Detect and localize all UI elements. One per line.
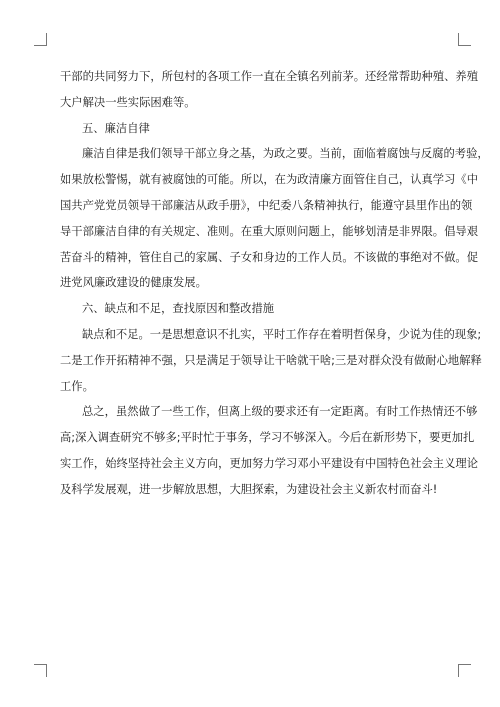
text-line: 大户解决一些实际困难等。 <box>60 95 196 109</box>
text-line: 及科学发展观，进一步解放思想，大胆探索，为建设社会主义新农村而奋斗! <box>60 482 438 496</box>
text-line: 干部的共同努力下，所包村的各项工作一直在全镇名列前茅。还经常帮助种殖、养殖 <box>60 70 478 83</box>
section-heading: 五、廉洁自律 <box>82 121 150 135</box>
text-line: 总之，虽然做了一些工作，但离上级的要求还有一定距离。有时工作热情还不够 <box>82 405 478 419</box>
text-line: 高;深入调查研究不够多;平时忙于事务，学习不够深入。今后在新形势下，要更加扎 <box>60 431 475 445</box>
text-line: 缺点和不足。一是思想意识不扎实，平时工作存在着明哲保身，少说为佳的现象; <box>82 327 482 341</box>
crop-mark-top-left <box>34 33 47 46</box>
text-line: 国共产党党员领导干部廉洁从政手册》，中纪委八条精神执行，能遵守县里作出的领 <box>60 198 473 212</box>
text-line: 实工作，始终坚持社会主义方向，更加努力学习邓小平建设有中国特色社会主义理论 <box>60 456 478 470</box>
text-line: 苦奋斗的精神，管住自己的家属、子女和身边的工作人员。不该做的事绝对不做。促 <box>60 250 478 264</box>
section-heading: 六、缺点和不足，查找原因和整改措施 <box>82 302 275 316</box>
crop-mark-bottom-left <box>34 664 47 677</box>
text-line: 如果放松警惕，就有被腐蚀的可能。所以，在为政清廉方面管住自己，认真学习《中 <box>60 173 478 187</box>
text-line: 廉洁自律是我们领导干部立身之基，为政之要。当前，面临着腐蚀与反腐的考验， <box>82 147 489 161</box>
document-body <box>60 64 489 503</box>
text-line: 导干部廉洁自律的有关规定、准则。在重大原则问题上，能够划清是非界限。倡导艰 <box>60 224 478 238</box>
crop-mark-bottom-right <box>458 664 471 677</box>
text-line: 进党风廉政建设的健康发展。 <box>60 276 207 290</box>
text-line: 工作。 <box>60 379 94 393</box>
text-line: 二是工作开拓精神不强，只是满足于领导让干啥就干啥;三是对群众没有做耐心地解释 <box>60 353 482 367</box>
crop-mark-top-right <box>458 33 471 46</box>
